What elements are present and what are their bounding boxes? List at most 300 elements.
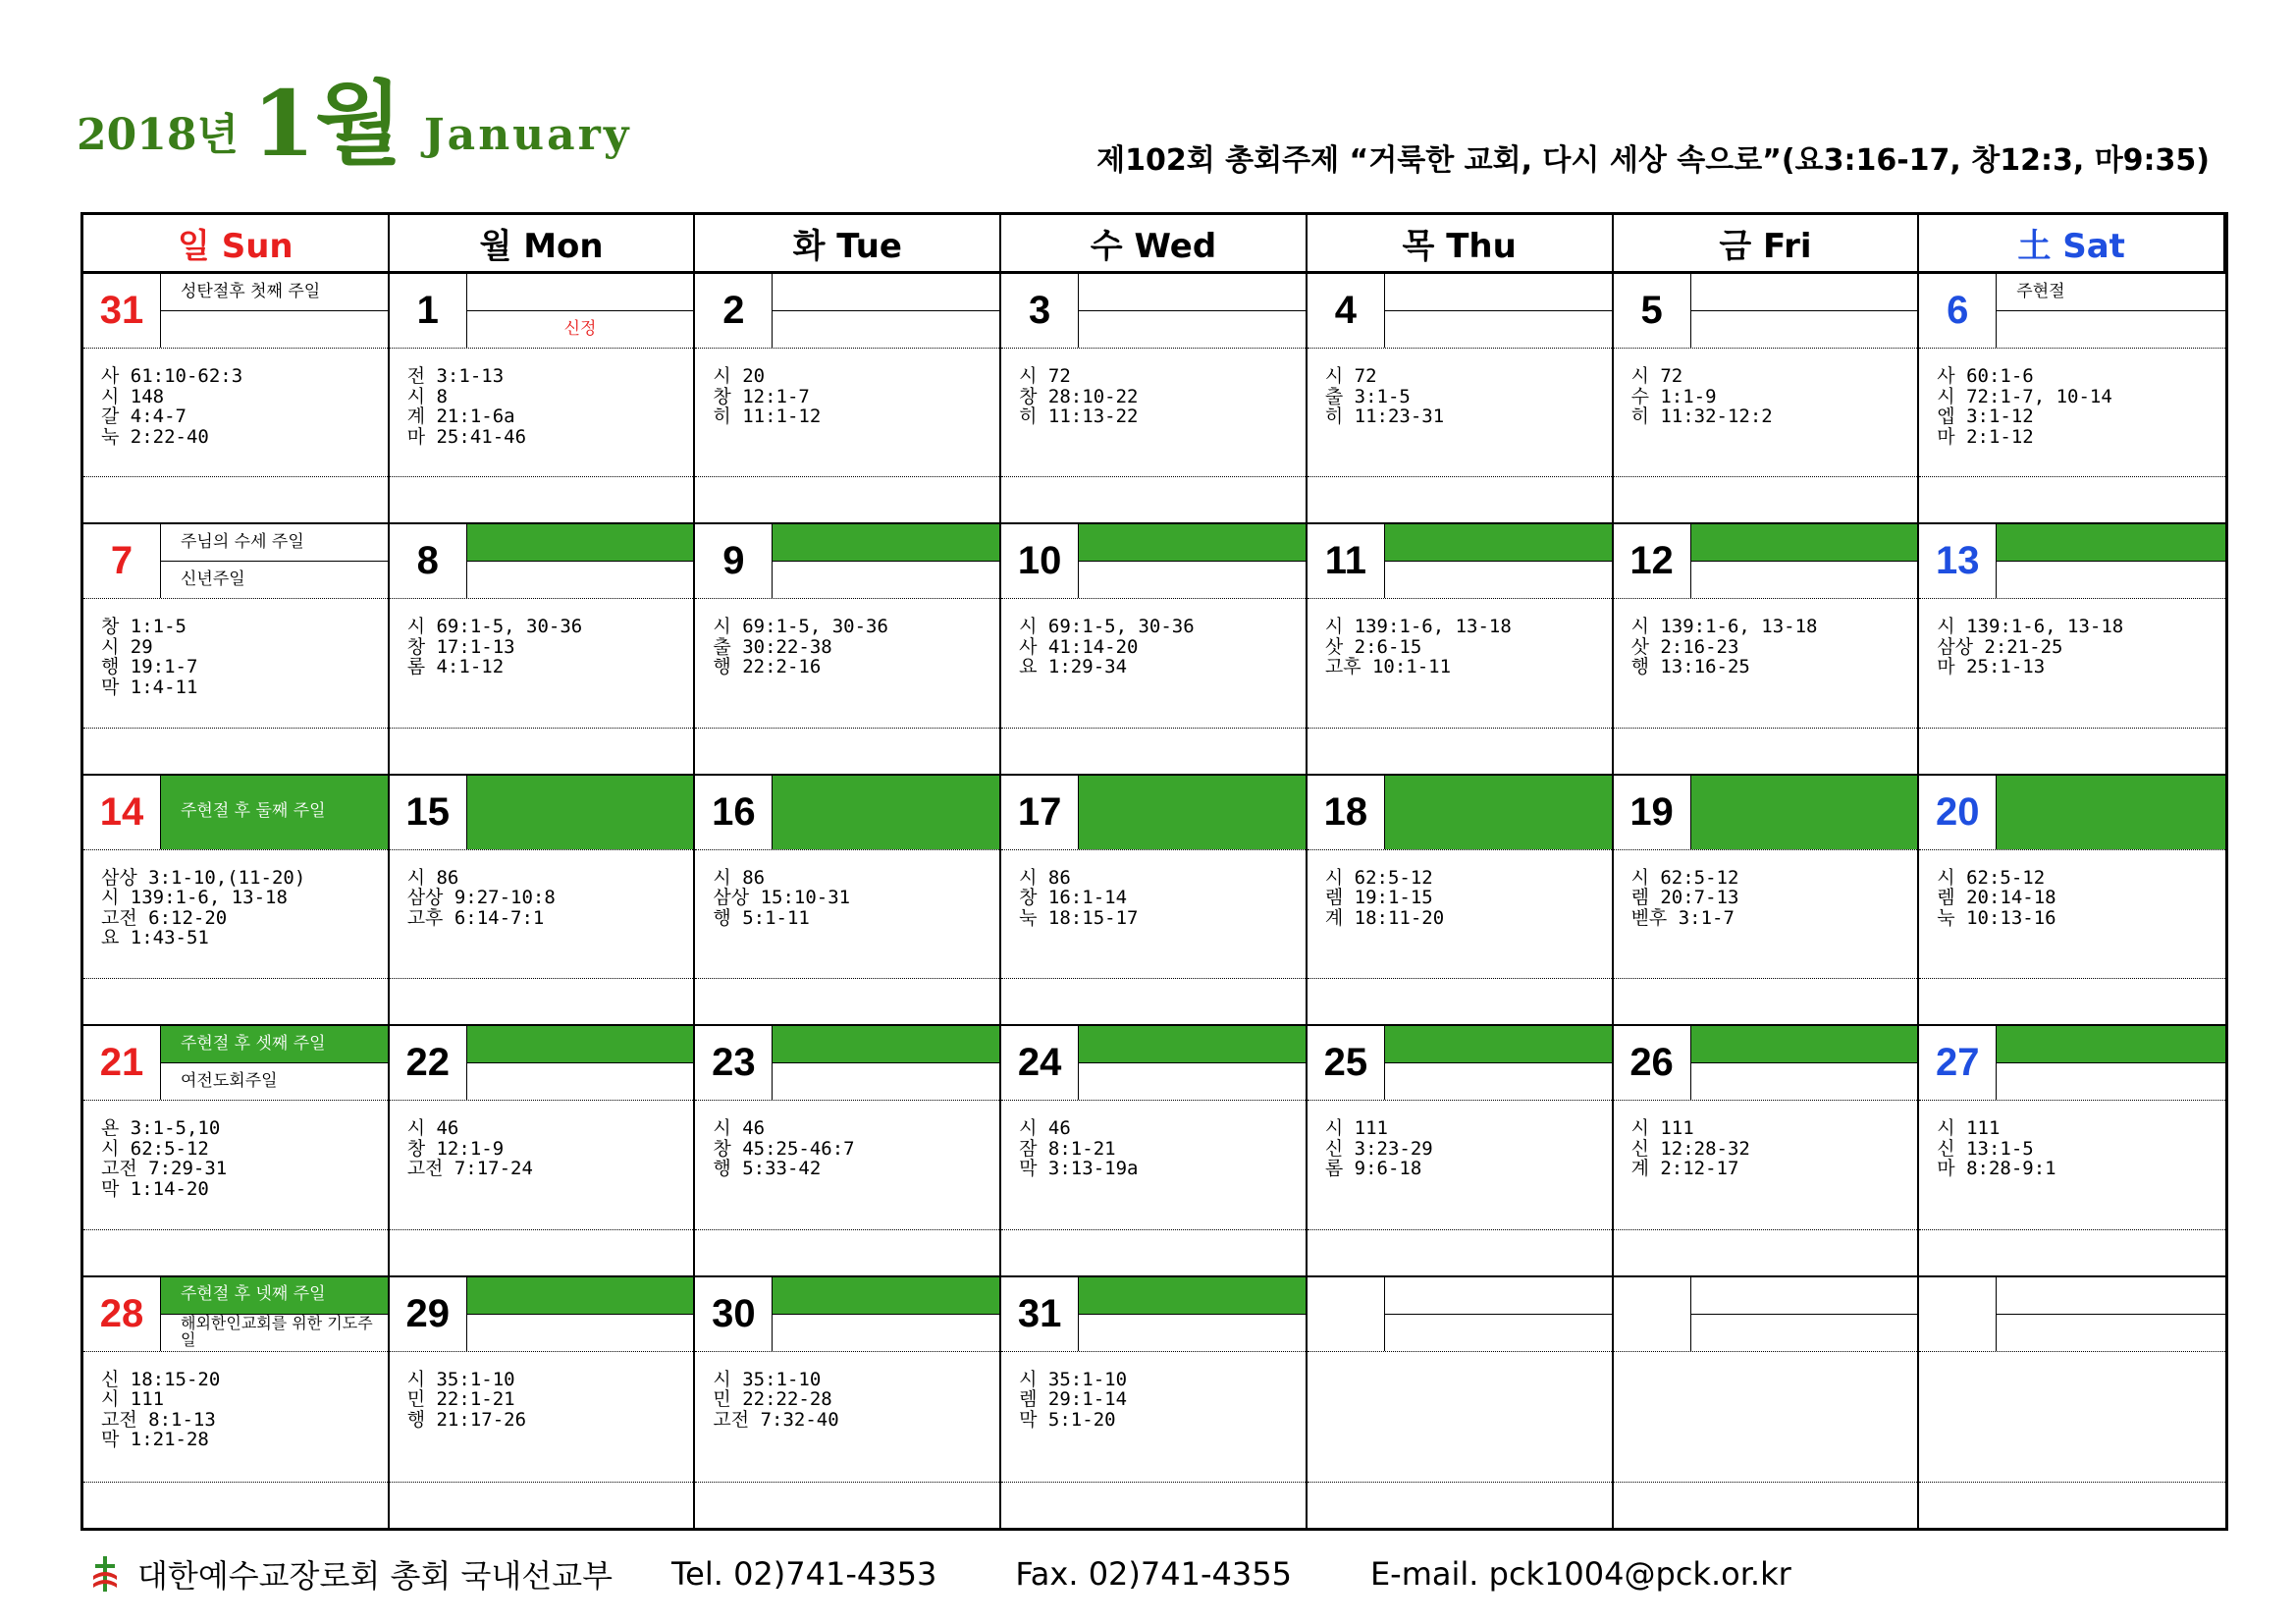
- day-label: 여전도회주일: [181, 1070, 278, 1091]
- day-number: 8: [390, 524, 467, 598]
- day-label: 주현절 후 셋째 주일: [161, 1026, 388, 1063]
- scripture-reading: 렘 20:14-18: [1937, 887, 2056, 909]
- day-label: [467, 1277, 694, 1315]
- scripture-reading: 마 25:41-46: [406, 425, 527, 448]
- scripture-reading: 렘 29:1-14: [1019, 1388, 1128, 1411]
- day-label: [773, 1026, 999, 1063]
- scripture-readings: [1919, 1352, 2225, 1482]
- scripture-readings: [1614, 1101, 1918, 1228]
- day-note-row[interactable]: [1614, 728, 1918, 774]
- day-cell[interactable]: [1308, 1277, 1614, 1528]
- scripture-reading: 삼상 9:27-10:8: [406, 887, 556, 909]
- day-label: [1691, 1026, 1918, 1063]
- day-number: 7: [83, 524, 161, 598]
- scripture-reading: 시 62:5-12: [1937, 866, 2046, 889]
- day-cell-header: [1919, 1026, 2225, 1101]
- scripture-reading: 행 22:2-16: [713, 656, 822, 678]
- day-cell[interactable]: [695, 776, 1001, 1026]
- scripture-reading: 고전 8:1-13: [101, 1408, 216, 1431]
- scripture-readings: [390, 850, 694, 978]
- day-cell[interactable]: [1614, 1026, 1920, 1276]
- day-label: [1079, 1315, 1306, 1351]
- day-cell[interactable]: [1919, 1026, 2225, 1276]
- day-number: 28: [83, 1277, 161, 1351]
- day-number: 3: [1001, 274, 1079, 348]
- day-note-row[interactable]: [1919, 476, 2225, 522]
- day-number: 2: [695, 274, 773, 348]
- day-cell-header: [1001, 1277, 1306, 1352]
- day-label: [1079, 1063, 1306, 1100]
- day-label: [1997, 311, 2225, 348]
- day-number: 31: [83, 274, 161, 348]
- footer-fax: Fax. 02)741-4355: [1015, 1555, 1292, 1593]
- day-note-row[interactable]: [695, 1482, 999, 1528]
- scripture-reading: 갈 4:4-7: [101, 406, 187, 428]
- day-label: [1997, 1026, 2225, 1063]
- scripture-readings: [83, 850, 388, 978]
- day-cell[interactable]: [695, 1026, 1001, 1276]
- day-label: [1079, 562, 1306, 598]
- scripture-reading: 민 22:1-21: [406, 1388, 515, 1411]
- day-cell-header: [390, 776, 694, 850]
- scripture-reading: 엡 3:1-12: [1937, 406, 2034, 428]
- scripture-readings: [83, 599, 388, 727]
- scripture-readings: [83, 349, 388, 476]
- day-cell-header: [1308, 1277, 1612, 1352]
- day-cell-header: [695, 776, 999, 850]
- day-cell[interactable]: [1919, 274, 2225, 524]
- day-labels: [1079, 1277, 1306, 1351]
- day-label: 신정: [563, 318, 597, 339]
- scripture-reading: 행 5:1-11: [713, 906, 810, 929]
- scripture-reading: 고전 6:12-20: [101, 906, 228, 929]
- scripture-reading: 계 2:12-17: [1630, 1158, 1739, 1180]
- day-note-row[interactable]: [1001, 1482, 1306, 1528]
- day-note-row[interactable]: [695, 978, 999, 1024]
- scripture-reading: 마 25:1-13: [1937, 656, 2046, 678]
- scripture-readings: [83, 1101, 388, 1228]
- day-cell-header: [83, 1277, 388, 1352]
- weekday-header: 월 Mon: [390, 215, 696, 274]
- day-labels: [773, 776, 999, 849]
- scripture-readings: [1614, 599, 1918, 727]
- scripture-reading: 히 11:23-31: [1324, 406, 1445, 428]
- scripture-readings: [695, 1101, 999, 1228]
- day-cell[interactable]: [1001, 274, 1308, 524]
- day-cell[interactable]: [695, 1277, 1001, 1528]
- day-cell[interactable]: [1614, 274, 1920, 524]
- scripture-readings: [390, 1352, 694, 1482]
- day-label: [1691, 776, 1918, 849]
- scripture-reading: 막 3:13-19a: [1019, 1158, 1139, 1180]
- day-labels: [1997, 1026, 2225, 1100]
- day-label: [1997, 524, 2225, 562]
- day-label: [467, 1026, 694, 1063]
- day-cell-header: [1614, 274, 1918, 349]
- scripture-readings: [1614, 1352, 1918, 1482]
- weekday-header: 일 Sun: [83, 215, 390, 274]
- scripture-reading: 삿 2:16-23: [1630, 635, 1739, 658]
- day-note-row[interactable]: [83, 978, 388, 1024]
- day-label: [1385, 524, 1612, 562]
- scripture-reading: 시 111: [1937, 1117, 2001, 1140]
- day-label: [773, 1277, 999, 1315]
- day-cell[interactable]: [1919, 776, 2225, 1026]
- footer-email[interactable]: E-mail. pck1004@pck.or.kr: [1369, 1555, 1791, 1593]
- scripture-reading: 눅 10:13-16: [1937, 906, 2056, 929]
- day-label: 주현절 후 넷째 주일: [161, 1277, 388, 1315]
- day-note-row[interactable]: [1001, 1229, 1306, 1275]
- day-labels: [773, 1277, 999, 1351]
- day-label: [773, 1063, 999, 1100]
- church-logo-icon: [90, 1554, 120, 1594]
- scripture-reading: 시 46: [406, 1117, 459, 1140]
- scripture-readings: [1919, 850, 2225, 978]
- day-cell-header: [695, 274, 999, 349]
- scripture-reading: 신 18:15-20: [101, 1368, 221, 1390]
- scripture-reading: 신 3:23-29: [1324, 1137, 1433, 1160]
- day-label: [467, 1315, 694, 1351]
- day-labels: [161, 1026, 388, 1100]
- day-label: 성탄절후 첫째 주일: [161, 274, 388, 311]
- scripture-reading: 막 1:14-20: [101, 1177, 209, 1200]
- day-number: 1: [390, 274, 467, 348]
- day-number: 27: [1919, 1026, 1997, 1100]
- day-label: [467, 562, 694, 598]
- scripture-reading: 시 139:1-6, 13-18: [1937, 616, 2124, 638]
- day-label: [1385, 562, 1612, 598]
- day-label: [773, 776, 999, 849]
- calendar-title: [77, 71, 632, 177]
- scripture-reading: 롬 4:1-12: [406, 656, 505, 678]
- scripture-reading: 출 30:22-38: [713, 635, 832, 658]
- day-cell-header: [1001, 524, 1306, 599]
- scripture-reading: 민 22:22-28: [713, 1388, 832, 1411]
- day-label: [467, 524, 694, 562]
- scripture-readings: [695, 599, 999, 727]
- day-label: [1691, 1315, 1918, 1351]
- day-note-row[interactable]: [1308, 728, 1612, 774]
- scripture-reading: 고후 10:1-11: [1324, 656, 1452, 678]
- day-cell[interactable]: [1919, 1277, 2225, 1528]
- day-cell-header: [83, 274, 388, 349]
- day-note-row[interactable]: [1308, 1229, 1612, 1275]
- scripture-reading: 행 19:1-7: [101, 656, 198, 678]
- scripture-reading: 고전 7:17-24: [406, 1158, 533, 1180]
- day-number: 14: [83, 776, 161, 849]
- day-number: 5: [1614, 274, 1691, 348]
- day-number: [1614, 1277, 1691, 1351]
- day-labels: [467, 1277, 694, 1351]
- scripture-reading: 행 21:17-26: [406, 1408, 527, 1431]
- day-cell-header: [1919, 1277, 2225, 1352]
- day-note-row[interactable]: [695, 1229, 999, 1275]
- scripture-readings: [695, 349, 999, 476]
- day-cell[interactable]: [83, 776, 390, 1026]
- scripture-reading: 사 61:10-62:3: [101, 365, 243, 387]
- scripture-reading: 창 1:1-5: [101, 616, 187, 638]
- footer-tel: Tel. 02)741-4353: [671, 1555, 937, 1593]
- day-cell-header: [1919, 524, 2225, 599]
- day-label: 주현절 후 둘째 주일: [161, 776, 388, 849]
- day-label: [1691, 311, 1918, 348]
- day-number: 19: [1614, 776, 1691, 849]
- day-labels: [1997, 1277, 2225, 1351]
- day-labels: [467, 1026, 694, 1100]
- day-label: [1997, 562, 2225, 598]
- day-labels: [1691, 1277, 1918, 1351]
- weekday-header: 금 Fri: [1614, 215, 1920, 274]
- day-cell[interactable]: [390, 524, 696, 775]
- day-note-row[interactable]: [1308, 978, 1612, 1024]
- day-cell[interactable]: [1614, 776, 1920, 1026]
- scripture-reading: 시 69:1-5, 30-36: [1019, 616, 1195, 638]
- day-note-row[interactable]: [1919, 1229, 2225, 1275]
- scripture-reading: 롬 9:6-18: [1324, 1158, 1422, 1180]
- day-label: [1385, 1315, 1612, 1351]
- scripture-reading: 전 3:1-13: [406, 365, 505, 387]
- scripture-reading: 고전 7:32-40: [713, 1408, 839, 1431]
- scripture-reading: 시 72: [1630, 365, 1683, 387]
- day-note-row[interactable]: [1308, 1482, 1612, 1528]
- scripture-reading: 시 46: [1019, 1117, 1071, 1140]
- day-cell[interactable]: [1308, 274, 1614, 524]
- scripture-reading: 시 62:5-12: [101, 1137, 209, 1160]
- day-label: [1997, 1063, 2225, 1100]
- day-cell[interactable]: [390, 1026, 696, 1276]
- scripture-readings: [695, 850, 999, 978]
- day-label: [1385, 776, 1612, 849]
- scripture-reading: 시 139:1-6, 13-18: [101, 887, 288, 909]
- month-calendar-grid: [80, 212, 2228, 1531]
- scripture-readings: [1614, 850, 1918, 978]
- day-cell[interactable]: [390, 274, 696, 524]
- day-note-row[interactable]: [1001, 476, 1306, 522]
- day-note-row[interactable]: [1001, 978, 1306, 1024]
- scripture-reading: 막 1:4-11: [101, 676, 198, 698]
- title-year: 2018년: [77, 110, 239, 160]
- day-number: 26: [1614, 1026, 1691, 1100]
- scripture-readings: [390, 349, 694, 476]
- scripture-reading: 눅 2:22-40: [101, 425, 209, 448]
- day-label: 주현절: [1997, 274, 2225, 311]
- scripture-reading: 렘 20:7-13: [1630, 887, 1739, 909]
- day-label: [1691, 1063, 1918, 1100]
- day-label: 주님의 수세 주일: [161, 524, 388, 562]
- day-labels: [773, 1026, 999, 1100]
- day-labels: [161, 274, 388, 348]
- day-note-row[interactable]: [1919, 1482, 2225, 1528]
- day-note-row[interactable]: [1308, 476, 1612, 522]
- day-label: [773, 311, 999, 348]
- day-note-row[interactable]: [1614, 978, 1918, 1024]
- day-note-row[interactable]: [390, 728, 694, 774]
- day-cell-header: [1308, 274, 1612, 349]
- day-cell[interactable]: [390, 1277, 696, 1528]
- scripture-readings: [1614, 349, 1918, 476]
- day-cell-header: [83, 776, 388, 850]
- day-cell[interactable]: [1001, 1026, 1308, 1276]
- day-labels: [1997, 776, 2225, 849]
- day-cell[interactable]: [695, 524, 1001, 775]
- day-cell-header: [1308, 1026, 1612, 1101]
- scripture-reading: 시 111: [101, 1388, 165, 1411]
- scripture-readings: [1001, 850, 1306, 978]
- day-cell[interactable]: [695, 274, 1001, 524]
- day-note-row[interactable]: [1919, 728, 2225, 774]
- scripture-reading: 렘 19:1-15: [1324, 887, 1433, 909]
- day-label: [1997, 1315, 2225, 1351]
- day-note-row[interactable]: [1614, 476, 1918, 522]
- day-note-row[interactable]: [1614, 1229, 1918, 1275]
- day-cell[interactable]: [83, 524, 390, 775]
- day-label: 신년주일: [181, 568, 245, 589]
- day-note-row[interactable]: [390, 978, 694, 1024]
- day-number: 24: [1001, 1026, 1079, 1100]
- day-labels: [467, 524, 694, 598]
- scripture-reading: 창 28:10-22: [1019, 385, 1139, 407]
- day-note-row[interactable]: [83, 728, 388, 774]
- day-note-row[interactable]: [83, 1482, 388, 1528]
- day-note-row[interactable]: [83, 1229, 388, 1275]
- day-labels: [1079, 524, 1306, 598]
- scripture-readings: [1308, 1352, 1612, 1482]
- day-cell-header: [83, 1026, 388, 1101]
- day-cell-header: [390, 274, 694, 349]
- scripture-reading: 요 1:43-51: [101, 927, 209, 949]
- day-number: 22: [390, 1026, 467, 1100]
- scripture-reading: 잠 8:1-21: [1019, 1137, 1116, 1160]
- day-cell[interactable]: [1001, 1277, 1308, 1528]
- day-labels: [1385, 524, 1612, 598]
- day-labels: [1385, 1026, 1612, 1100]
- day-labels: [467, 776, 694, 849]
- day-number: 15: [390, 776, 467, 849]
- scripture-reading: 수 1:1-9: [1630, 385, 1717, 407]
- day-label: [161, 311, 388, 348]
- scripture-reading: 사 41:14-20: [1019, 635, 1139, 658]
- day-note-row[interactable]: [695, 728, 999, 774]
- scripture-reading: 막 5:1-20: [1019, 1408, 1116, 1431]
- day-labels: [1385, 274, 1612, 348]
- scripture-reading: 시 35:1-10: [713, 1368, 822, 1390]
- scripture-reading: 창 12:1-7: [713, 385, 810, 407]
- scripture-reading: 시 29: [101, 635, 153, 658]
- day-number: 10: [1001, 524, 1079, 598]
- scripture-readings: [1001, 1101, 1306, 1228]
- scripture-reading: 출 3:1-5: [1324, 385, 1411, 407]
- day-note-row[interactable]: [390, 1482, 694, 1528]
- day-label: [1385, 1026, 1612, 1063]
- day-cell[interactable]: [1919, 524, 2225, 775]
- scripture-reading: 시 148: [101, 385, 165, 407]
- day-note-row[interactable]: [83, 476, 388, 522]
- scripture-readings: [695, 1352, 999, 1482]
- day-label: [467, 1063, 694, 1100]
- scripture-reading: 행 5:33-42: [713, 1158, 822, 1180]
- day-labels: [773, 274, 999, 348]
- day-cell[interactable]: [83, 1026, 390, 1276]
- day-number: 17: [1001, 776, 1079, 849]
- day-cell[interactable]: [1308, 776, 1614, 1026]
- scripture-reading: 고후 6:14-7:1: [406, 906, 545, 929]
- day-cell[interactable]: [1001, 776, 1308, 1026]
- day-label: [1385, 274, 1612, 311]
- day-cell-header: [695, 1277, 999, 1352]
- scripture-reading: 시 8: [406, 385, 448, 407]
- day-labels: [1691, 1026, 1918, 1100]
- day-label: [1997, 776, 2225, 849]
- day-cell[interactable]: [390, 776, 696, 1026]
- scripture-reading: 창 16:1-14: [1019, 887, 1128, 909]
- day-note-row[interactable]: [695, 476, 999, 522]
- day-labels: [161, 776, 388, 849]
- scripture-reading: 사 60:1-6: [1937, 365, 2034, 387]
- day-cell-header: [695, 524, 999, 599]
- scripture-readings: [1001, 599, 1306, 727]
- day-cell-header: [1614, 1277, 1918, 1352]
- day-label: [1691, 1277, 1918, 1315]
- day-label: [1079, 1026, 1306, 1063]
- day-label: [1079, 311, 1306, 348]
- day-label: [1385, 1277, 1612, 1315]
- day-cell-header: [1001, 1026, 1306, 1101]
- scripture-reading: 시 69:1-5, 30-36: [713, 616, 888, 638]
- day-note-row[interactable]: [1001, 728, 1306, 774]
- scripture-reading: 벧후 3:1-7: [1630, 906, 1735, 929]
- scripture-readings: [83, 1352, 388, 1482]
- scripture-reading: 시 139:1-6, 13-18: [1324, 616, 1512, 638]
- day-note-row[interactable]: [1919, 978, 2225, 1024]
- day-note-row[interactable]: [390, 1229, 694, 1275]
- scripture-reading: 시 86: [713, 866, 766, 889]
- day-cell-header: [1001, 776, 1306, 850]
- scripture-reading: 시 86: [406, 866, 459, 889]
- day-cell-header: [390, 1026, 694, 1101]
- scripture-reading: 시 35:1-10: [1019, 1368, 1128, 1390]
- scripture-readings: [1919, 349, 2225, 476]
- day-cell[interactable]: [83, 1277, 390, 1528]
- day-cell[interactable]: [1308, 524, 1614, 775]
- title-month-english: January: [423, 110, 632, 160]
- day-number: [1919, 1277, 1997, 1351]
- day-label: [773, 524, 999, 562]
- day-cell[interactable]: [1001, 524, 1308, 775]
- scripture-readings: [1919, 599, 2225, 727]
- day-cell[interactable]: [1308, 1026, 1614, 1276]
- day-cell[interactable]: [83, 274, 390, 524]
- day-labels: [1079, 1026, 1306, 1100]
- scripture-reading: 시 20: [713, 365, 766, 387]
- day-label: [773, 1315, 999, 1351]
- scripture-reading: 시 72: [1019, 365, 1071, 387]
- day-labels: [161, 1277, 388, 1351]
- scripture-reading: 삼상 15:10-31: [713, 887, 851, 909]
- scripture-reading: 고전 7:29-31: [101, 1158, 228, 1180]
- scripture-reading: 삼상 3:1-10,(11-20): [101, 866, 306, 889]
- day-cell-header: [390, 1277, 694, 1352]
- day-cell[interactable]: [1614, 1277, 1920, 1528]
- day-cell[interactable]: [1614, 524, 1920, 775]
- day-label: [773, 274, 999, 311]
- scripture-reading: 시 35:1-10: [406, 1368, 515, 1390]
- scripture-reading: 삿 2:6-15: [1324, 635, 1422, 658]
- day-label: [1997, 1277, 2225, 1315]
- weekday-header: 목 Thu: [1308, 215, 1614, 274]
- day-number: 25: [1308, 1026, 1385, 1100]
- day-note-row[interactable]: [1614, 1482, 1918, 1528]
- day-note-row[interactable]: [390, 476, 694, 522]
